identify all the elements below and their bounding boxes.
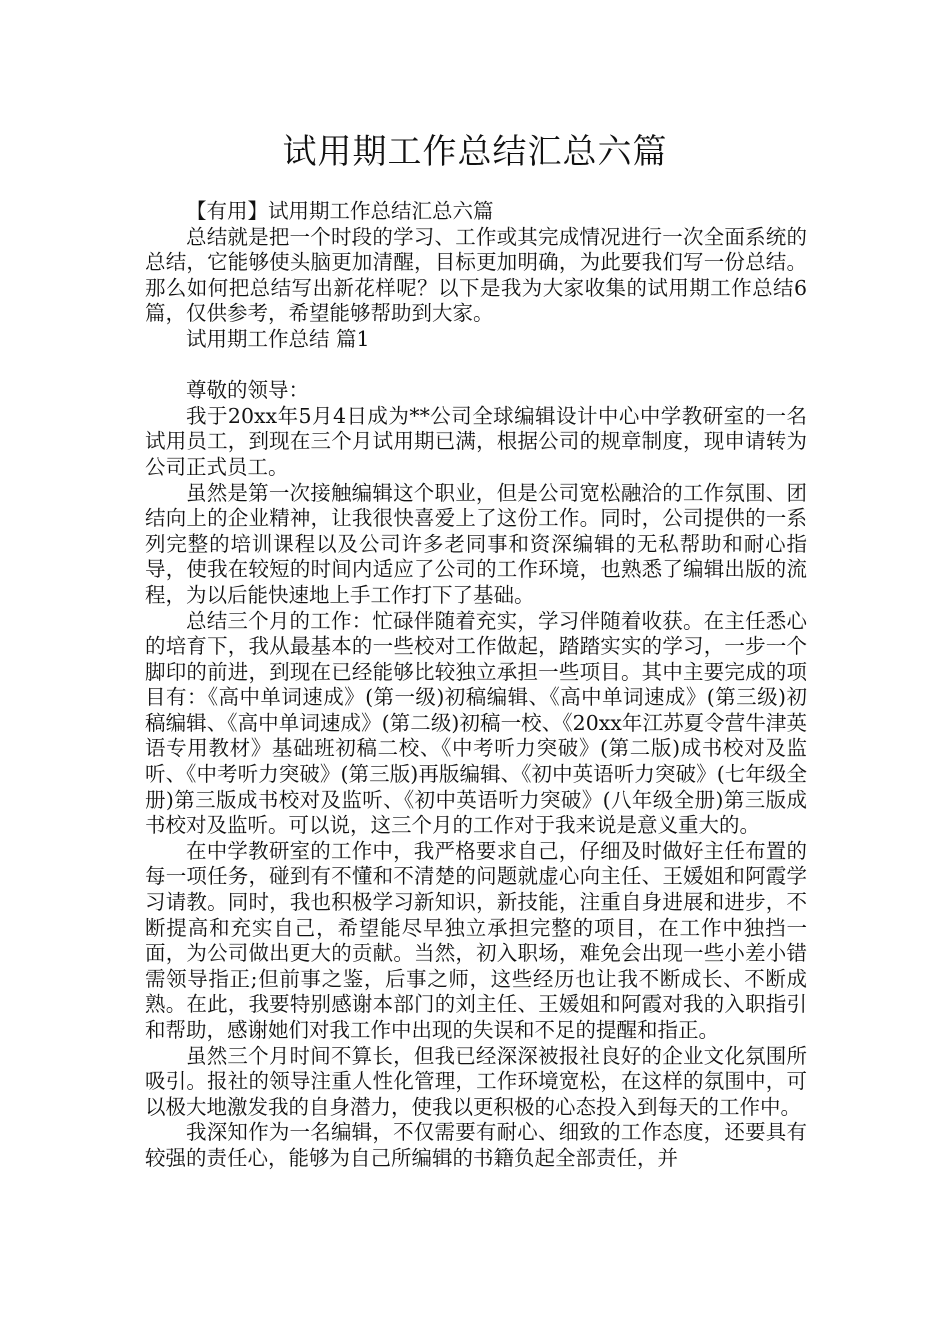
paragraph-subtitle: 【有用】试用期工作总结汇总六篇: [186, 199, 494, 223]
paragraph: 在中学教研室的工作中，我严格要求自己，仔细及时做好主任布置的每一项任务，碰到有不懂和不清楚的问题就虚心向主任、王媛姐和阿霞学习请教。同时，我也积极学习新知识，新技能，注重自身进展和进步，不断提高和充实自己，希望能尽早独立承担完整的项目，在工作中独挡一面，为公司做出更大的贡献。当然，初入职场，难免会出现一些小差小错需领导指正;但前事之鉴，后事之师，这些经历也让我不断成长、不断成熟。在此，我要特别感谢本部门的刘主任、王媛姐和阿霞对我的入职指引和帮助，感谢她们对我工作中出现的失误和不足的提醒和指正。: [145, 838, 807, 1042]
paragraph-intro: 总结就是把一个时段的学习、工作或其完成情况进行一次全面系统的总结，它能够使头脑更加清醒，目标更加明确，为此要我们写一份总结。那么如何把总结写出新花样呢？以下是我为大家收集的试用期工作总结6篇，仅供参考，希望能够帮助到大家。: [145, 224, 807, 326]
paragraph: 我于20xx年5月4日成为**公司全球编辑设计中心中学教研室的一名试用员工，到现在三个月试用期已满，根据公司的规章制度，现申请转为公司正式员工。: [145, 403, 807, 479]
salutation: 尊敬的领导：: [186, 378, 309, 403]
document-title: 试用期工作总结汇总六篇: [282, 132, 668, 172]
document-body: [145, 199, 807, 1172]
paragraph: 我深知作为一名编辑，不仅需要有耐心、细致的工作态度，还要具有较强的责任心，能够为自己所编辑的书籍负起全部责任，并: [145, 1120, 807, 1170]
paragraph: 虽然三个月时间不算长，但我已经深深被报社良好的企业文化氛围所吸引。报社的领导注重人性化管理，工作环境宽松，在这样的氛围中，可以极大地激发我的自身潜力，使我以更积极的心态投入到每天的工作中。: [145, 1043, 807, 1119]
paragraph: 虽然是第一次接触编辑这个职业，但是公司宽松融洽的工作氛围、团结向上的企业精神，让我很快喜爱上了这份工作。同时，公司提供的一系列完整的培训课程以及公司许多老同事和资深编辑的无私帮助和耐心指导，使我在较短的时间内适应了公司的工作环境，也熟悉了编辑出版的流程，为以后能快速地上手工作打下了基础。: [145, 480, 807, 607]
section-heading: 试用期工作总结 篇1: [186, 326, 370, 351]
paragraph: 总结三个月的工作：忙碌伴随着充实，学习伴随着收获。在主任悉心的培育下，我从最基本的一些校对工作做起，踏踏实实的学习，一步一个脚印的前进，到现在已经能够比较独立承担一些项目。其中主要完成的项目有：《高中单词速成》(第一级)初稿编辑、《高中单词速成》(第三级)初稿编辑、《高中单词速成》(第二级)初稿一校、《20xx年江苏夏令营牛津英语专用教材》基础班初稿二校、《中考听力突破》(第二版)成书校对及监听、《中考听力突破》(第三版)再版编辑、《初中英语听力突破》(七年级全册)第三版成书校对及监听、《初中英语听力突破》(八年级全册)第三版成书校对及监听。可以说，这三个月的工作对于我来说是意义重大的。: [145, 608, 807, 838]
